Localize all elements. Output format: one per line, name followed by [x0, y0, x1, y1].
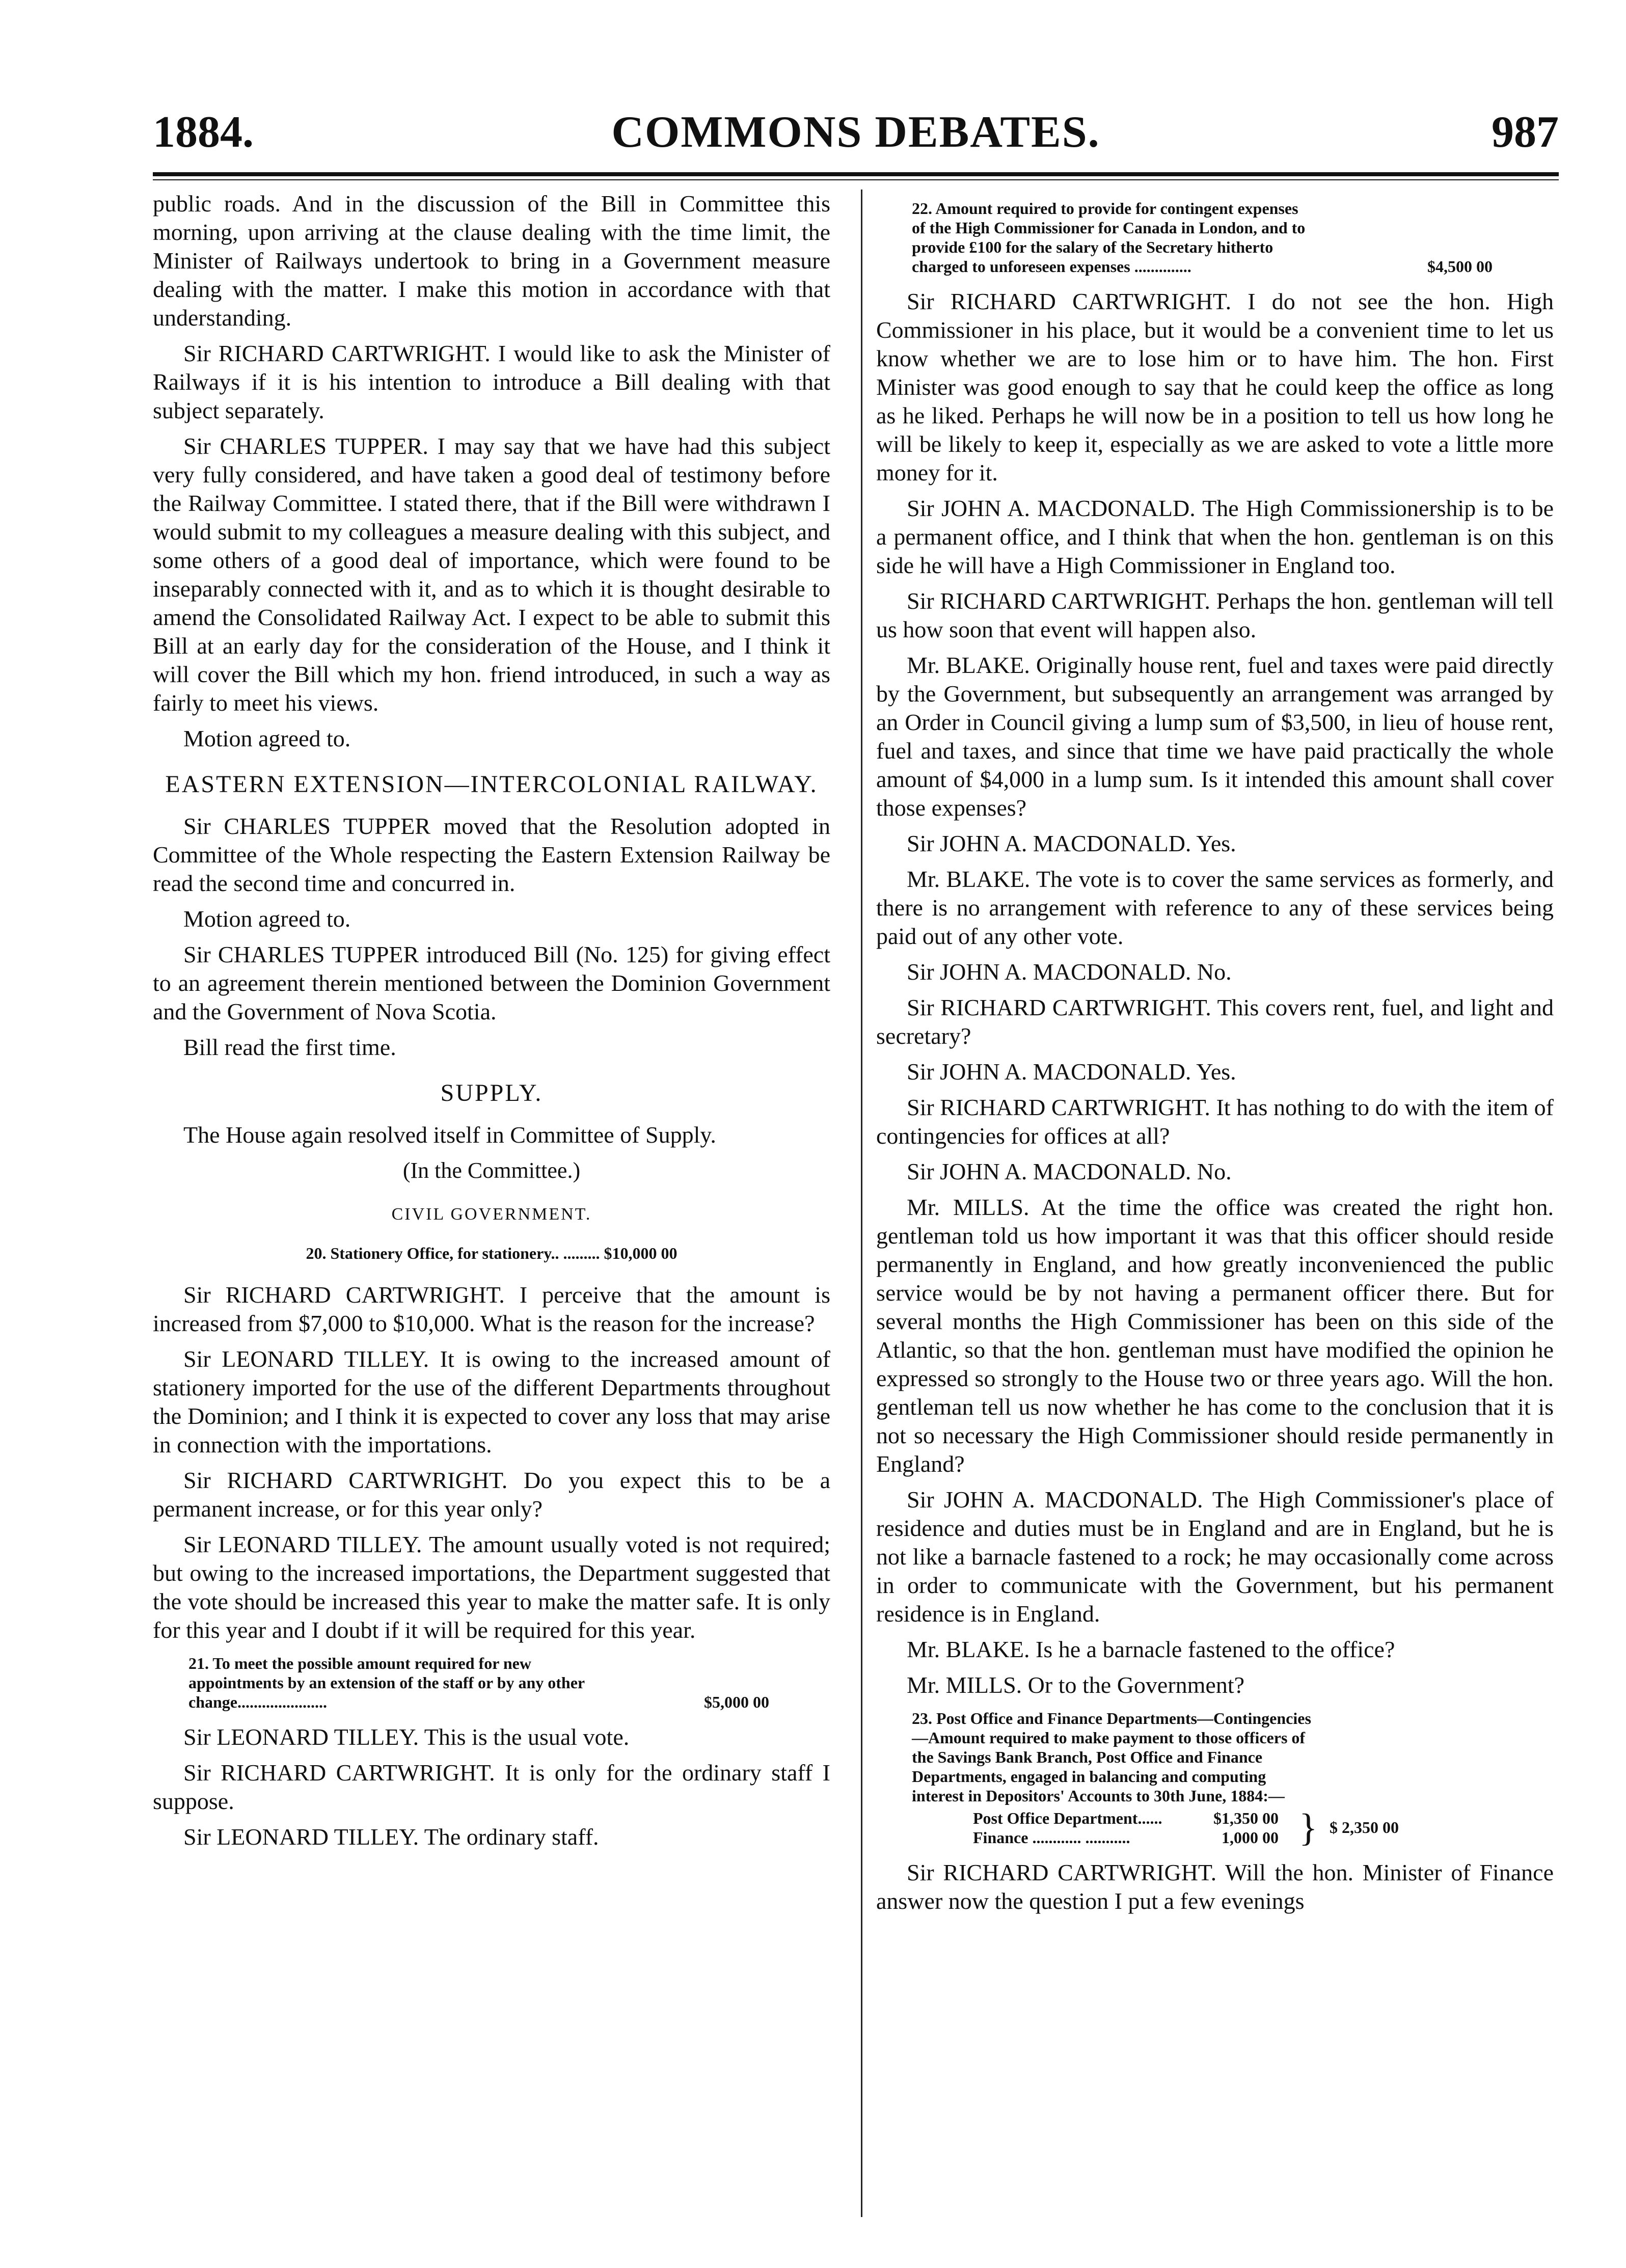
paragraph: Sir RICHARD CARTWRIGHT. I perceive that the amount is increased from $7,000 to $10,000. What is the reason for the increase?: [153, 1282, 830, 1336]
header-year: 1884.: [153, 107, 254, 157]
paragraph: Sir RICHARD CARTWRIGHT. This covers rent, fuel, and light and secretary?: [876, 994, 1554, 1049]
paragraph: Sir LEONARD TILLEY. It is owing to the increased amount of stationery imported for the use of the different Departments throughout the Dominion; and I think it is expected to cover any loss that may arise in connection with the importations.: [153, 1346, 830, 1457]
paragraph: Bill read the first time.: [183, 1034, 396, 1060]
paragraph: Sir RICHARD CARTWRIGHT. I would like to ask the Minister of Railways if it is his intention to introduce a Bill dealing with that subject separately.: [153, 340, 830, 423]
paragraph: Sir RICHARD CARTWRIGHT. It has nothing to do with the item of contingencies for offices at all?: [876, 1094, 1554, 1149]
paragraph: Sir RICHARD CARTWRIGHT. Do you expect this to be a permanent increase, or for this year only?: [153, 1467, 830, 1522]
section-heading: EASTERN EXTENSION—INTERCOLONIAL RAILWAY.: [165, 771, 818, 798]
paragraph: Mr. BLAKE. Originally house rent, fuel and taxes were paid directly by the Government, but subsequently an arrangement was arranged by an Order in Council giving a lump sum of $3,500, in lieu of house rent, fuel and taxes, and since that time we have paid practically the whole amount of $4,000 in a lump sum. Is it intended this amount shall cover those expenses?: [876, 652, 1554, 821]
paragraph: Sir RICHARD CARTWRIGHT. It is only for the ordinary staff I suppose.: [153, 1760, 830, 1814]
section-heading: SUPPLY.: [440, 1079, 543, 1106]
paragraph: Mr. BLAKE. Is he a barnacle fastened to the office?: [907, 1636, 1395, 1662]
paragraph: Sir LEONARD TILLEY. The amount usually voted is not required; but owing to the increased importations, the Department suggested that the vote should be increased this year to make the matter safe. It is only for this year and I doubt if it will be required for this year.: [153, 1531, 830, 1643]
paragraph: public roads. And in the discussion of the Bill in Committee this morning, upon arriving at the clause dealing with the time limit, the Minister of Railways undertook to bring in a Government measure dealing with the matter. I make this motion in accordance with that understanding.: [153, 191, 830, 331]
supply-item-text: 23. Post Office and Finance Departments—Contingencies—Amount required to make payment to those officers of the Savings Bank Branch, Post Office and Finance Departments, engaged in balancing and computing interest in Depositors' Accounts to 30th June, 1884:—: [912, 1709, 1311, 1805]
paragraph: Sir CHARLES TUPPER moved that the Resolution adopted in Committee of the Whole respecting the Eastern Extension Railway be read the second time and concurred in.: [153, 813, 830, 896]
paragraph: Sir JOHN A. MACDONALD. No.: [907, 959, 1232, 985]
paragraph: Sir RICHARD CARTWRIGHT. Will the hon. Minister of Finance answer now the question I put a few evenings: [876, 1859, 1554, 1914]
paragraph: The House again resolved itself in Committee of Supply.: [183, 1122, 716, 1148]
supply-item-amount: $4,500 00: [1427, 257, 1493, 276]
paragraph: Sir JOHN A. MACDONALD. The High Commissionership is to be a permanent office, and I think that when the hon. gentleman is on this side he will have a High Commissioner in England too.: [876, 495, 1554, 578]
header-page-number: 987: [1492, 107, 1559, 157]
header-rule-thick: [153, 172, 1559, 176]
paragraph: Sir JOHN A. MACDONALD. The High Commissioner's place of residence and duties must be in England and are in England, but he is not like a barnacle fastened to a rock; he may occasionally come across in order to communicate with the Government, but his permanent residence is in England.: [876, 1487, 1554, 1627]
paragraph: Mr. MILLS. Or to the Government?: [907, 1672, 1245, 1698]
right-column: [876, 190, 1554, 2222]
supply-item-amount: $5,000 00: [704, 1693, 769, 1711]
supply-item: [876, 199, 1554, 276]
supply-item-breakdown: [973, 1808, 1431, 1847]
paragraph: Mr. BLAKE. The vote is to cover the same services as formerly, and there is no arrangement with reference to any of these services being paid out of any other vote.: [876, 866, 1554, 949]
paragraph: Sir LEONARD TILLEY. This is the usual vote.: [183, 1724, 630, 1750]
paragraph: Sir JOHN A. MACDONALD. Yes.: [907, 1059, 1236, 1085]
breakdown-total: $ 2,350 00: [1330, 1818, 1399, 1837]
supply-item-text: 21. To meet the possible amount required for new appointments by an extension of the staff or by any other change......................: [188, 1654, 585, 1711]
paragraph: Sir RICHARD CARTWRIGHT. I do not see the hon. High Commissioner in his place, but it would be a convenient time to let us know whether we are to lose him or to have him. The hon. First Minister was good enough to say that he could keep the office as long as he liked. Perhaps he will now be in a position to tell us how long he will be likely to keep it, especially as we are asked to vote a little more money for it.: [876, 288, 1554, 485]
paragraph: Motion agreed to.: [183, 906, 351, 932]
header-rule-thin: [153, 179, 1559, 180]
supply-item-text: 22. Amount required to provide for contingent expenses of the High Commissioner for Canada in London, and to provide £100 for the salary of the Secretary hitherto charged to unforeseen expenses ..............: [912, 199, 1306, 276]
breakdown-label: Finance ............ ...........: [973, 1828, 1130, 1847]
left-column: [153, 190, 830, 2222]
paragraph: Sir CHARLES TUPPER. I may say that we have had this subject very fully considered, and have taken a good deal of testimony before the Railway Committee. I stated there, that if the Bill were withdrawn I would submit to my colleagues a measure dealing with this subject, and some others of a good deal of importance, which were found to be inseparably connected with it, and as to which it is thought desirable to amend the Consolidated Railway Act. I expect to be able to submit this Bill at an early day for the consideration of the House, and I think it will cover the Bill which my hon. friend introduced, in such a way as fairly to meet his views.: [153, 433, 830, 716]
paragraph: Sir JOHN A. MACDONALD. Yes.: [907, 830, 1236, 856]
subheading: (In the Committee.): [402, 1158, 581, 1183]
breakdown-label: Post Office Department......: [973, 1809, 1162, 1827]
category-heading: CIVIL GOVERNMENT.: [391, 1205, 592, 1224]
paragraph: Sir JOHN A. MACDONALD. No.: [907, 1158, 1232, 1184]
paragraph: Mr. MILLS. At the time the office was created the right hon. gentleman told us how important it was that this officer should reside permanently in England, and how greatly inconvenienced the public service would be by not having a permanent officer there. But for several months the High Commissioner has been on this side of the Atlantic, so that the hon. gentleman must have modified the opinion he expressed so strongly to the House two or three years ago. Will the hon. gentleman tell us now whether he has come to the conclusion that it is not so necessary the High Commissioner should reside permanently in England?: [876, 1194, 1554, 1477]
supply-item: [153, 1654, 830, 1712]
column-divider: [861, 190, 862, 2217]
page-header: [153, 102, 1559, 163]
header-title: COMMONS DEBATES.: [611, 107, 1100, 157]
breakdown-value: 1,000 00: [1222, 1828, 1279, 1847]
brace-glyph: }: [1299, 1806, 1318, 1849]
breakdown-value: $1,350 00: [1213, 1809, 1279, 1827]
paragraph: Sir RICHARD CARTWRIGHT. Perhaps the hon. gentleman will tell us how soon that event will happen also.: [876, 588, 1554, 642]
paragraph: Sir LEONARD TILLEY. The ordinary staff.: [183, 1824, 599, 1850]
supply-item: 20. Stationery Office, for stationery.. ......... $10,000 00: [306, 1244, 678, 1262]
supply-item: [876, 1709, 1554, 1847]
paragraph: Sir CHARLES TUPPER introduced Bill (No. 125) for giving effect to an agreement therein mentioned between the Dominion Government and the Government of Nova Scotia.: [153, 941, 830, 1024]
paragraph: Motion agreed to.: [183, 725, 351, 751]
